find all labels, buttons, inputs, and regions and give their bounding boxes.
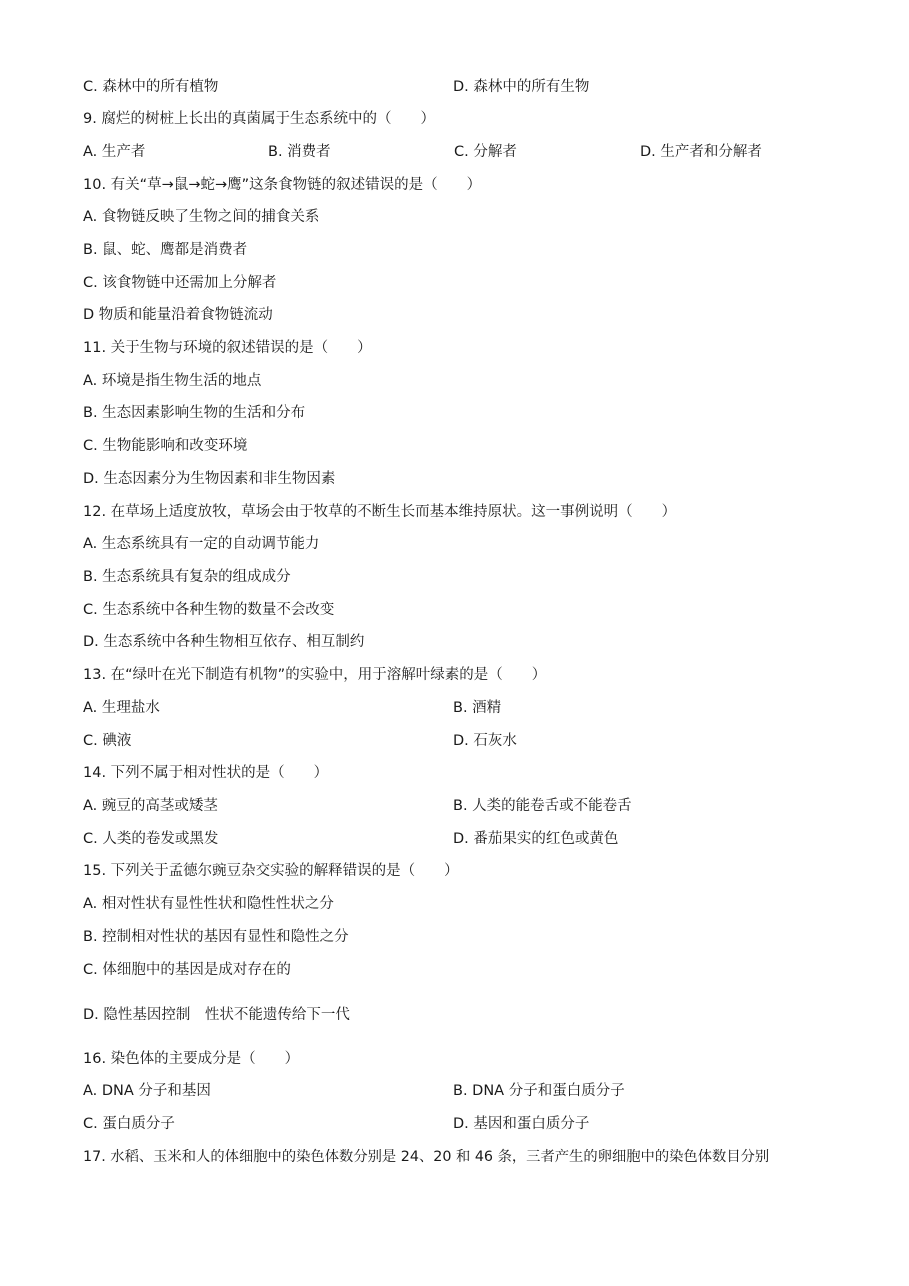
q9-stem: 9. 腐烂的树桩上长出的真菌属于生态系统中的（ ）: [83, 111, 435, 127]
q9-option-c: C. 分解者: [454, 144, 517, 160]
q17-stem: 17. 水稻、玉米和人的体细胞中的染色体数分别是 24、20 和 46 条，三者产生的卵细胞中的染色体数目分别: [83, 1149, 770, 1165]
q11-option-c: C. 生物能影响和改变环境: [83, 438, 248, 454]
q13-stem: 13. 在“绿叶在光下制造有机物”的实验中，用于溶解叶绿素的是（ ）: [83, 667, 547, 683]
q12-option-d: D. 生态系统中各种生物相互依存、相互制约: [83, 634, 365, 650]
q10-stem: 10. 有关“草→鼠→蛇→鹰”这条食物链的叙述错误的是（ ）: [83, 177, 482, 193]
q10-option-b: B. 鼠、蛇、鹰都是消费者: [83, 242, 248, 258]
q10-option-a: A. 食物链反映了生物之间的捕食关系: [83, 209, 320, 225]
q12-option-a: A. 生态系统具有一定的自动调节能力: [83, 536, 320, 552]
q14-stem: 14. 下列不属于相对性状的是（ ）: [83, 765, 329, 781]
q12-option-b: B. 生态系统具有复杂的组成成分: [83, 569, 291, 585]
q14-option-a: A. 豌豆的高茎或矮茎: [83, 798, 218, 814]
q9-option-b: B. 消费者: [268, 144, 331, 160]
q13-option-b: B. 酒精: [453, 700, 502, 716]
q11-stem: 11. 关于生物与环境的叙述错误的是（ ）: [83, 340, 372, 356]
q12-stem: 12. 在草场上适度放牧，草场会由于牧草的不断生长而基本维持原状。这一事例说明（ ）: [83, 504, 677, 520]
q15-option-c: C. 体细胞中的基因是成对存在的: [83, 962, 291, 978]
q8-option-c: C. 森林中的所有植物: [83, 79, 219, 95]
q10-option-d: D 物质和能量沿着食物链流动: [83, 307, 273, 323]
q16-option-a: A. DNA 分子和基因: [83, 1083, 211, 1099]
q13-option-d: D. 石灰水: [453, 733, 517, 749]
q15-option-b: B. 控制相对性状的基因有显性和隐性之分: [83, 929, 349, 945]
q12-option-c: C. 生态系统中各种生物的数量不会改变: [83, 602, 335, 618]
q9-option-a: A. 生产者: [83, 144, 146, 160]
q14-option-c: C. 人类的卷发或黑发: [83, 831, 219, 847]
q15-option-d: D. 隐性基因控制 性状不能遗传给下一代: [83, 1007, 350, 1023]
q11-option-a: A. 环境是指生物生活的地点: [83, 373, 262, 389]
q13-option-c: C. 碘液: [83, 733, 132, 749]
q15-option-a: A. 相对性状有显性性状和隐性性状之分: [83, 896, 334, 912]
q8-option-d: D. 森林中的所有生物: [453, 79, 590, 95]
q16-option-c: C. 蛋白质分子: [83, 1116, 175, 1132]
q11-option-d: D. 生态因素分为生物因素和非生物因素: [83, 471, 336, 487]
q14-option-b: B. 人类的能卷舌或不能卷舌: [453, 798, 632, 814]
q10-option-c: C. 该食物链中还需加上分解者: [83, 275, 277, 291]
q14-option-d: D. 番茄果实的红色或黄色: [453, 831, 619, 847]
q16-option-b: B. DNA 分子和蛋白质分子: [453, 1083, 625, 1099]
q11-option-b: B. 生态因素影响生物的生活和分布: [83, 405, 306, 421]
q16-stem: 16. 染色体的主要成分是（ ）: [83, 1051, 300, 1067]
q16-option-d: D. 基因和蛋白质分子: [453, 1116, 590, 1132]
q13-option-a: A. 生理盐水: [83, 700, 160, 716]
q15-stem: 15. 下列关于孟德尔豌豆杂交实验的解释错误的是（ ）: [83, 863, 459, 879]
q9-option-d: D. 生产者和分解者: [640, 144, 762, 160]
